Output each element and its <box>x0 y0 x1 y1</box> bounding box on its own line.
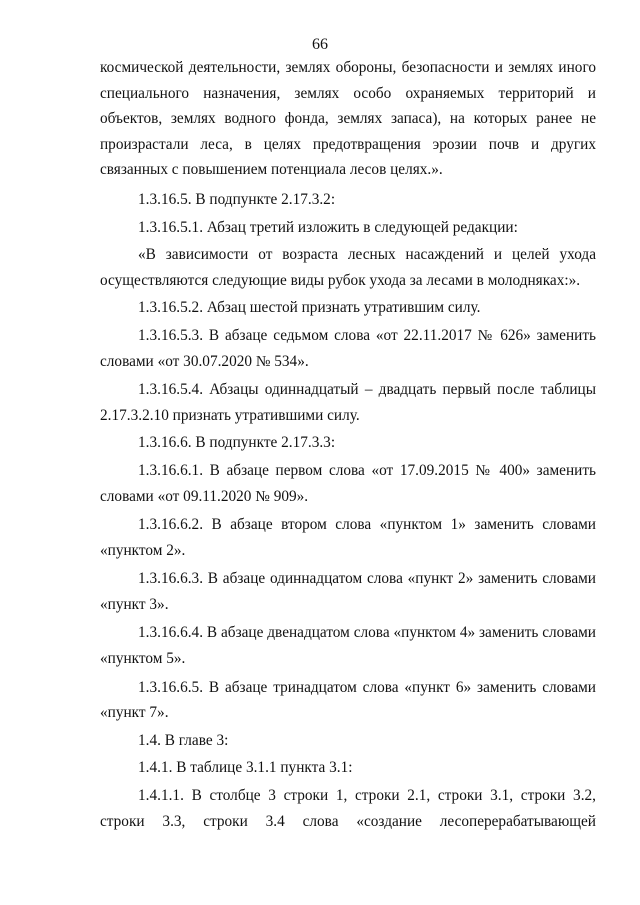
paragraph-1-3-16-6-4: 1.3.16.6.4. В абзаце двенадцатом слова «пунктом 4» заменить словами «пунктом 5». <box>100 624 596 668</box>
paragraph-1-4: 1.4. В главе 3: <box>138 731 229 749</box>
paragraph-1-3-16-6-1: 1.3.16.6.1. В абзаце первом слова «от 17.09.2015 № 400» заменить словами «от 09.11.2020 № 909». <box>100 461 596 505</box>
paragraph-1-4-1: 1.4.1. В таблице 3.1.1 пункта 3.1: <box>138 759 353 777</box>
paragraph-quote-rubki-ukhoda: «В зависимости от возраста лесных насаждений и целей ухода осуществляются следующие виды рубок ухода за лесами в молодняках:». <box>100 246 596 289</box>
paragraph-1-3-16-6: 1.3.16.6. В подпункте 2.17.3.3: <box>138 434 336 452</box>
paragraph-continuation: космической деятельности, землях обороны, безопасности и землях иного специального назначения, землях особо охраняемых территорий и объектов, землях водного фонда, землях запаса), на которых ранее не произрастали леса, в целях предотвращения эрозии почв и других связанных с повышением потенциала лесов целях.». <box>100 59 596 179</box>
page-number: 66 <box>312 36 328 53</box>
document-body <box>100 55 596 834</box>
paragraph-1-3-16-5-3: 1.3.16.5.3. В абзаце седьмом слова «от 22.11.2017 № 626» заменить словами «от 30.07.2020 № 534». <box>100 326 596 370</box>
paragraph-1-3-16-5-4: 1.3.16.5.4. Абзацы одиннадцатый – двадцать первый после таблицы 2.17.3.2.10 признать утратившими силу. <box>100 381 596 424</box>
paragraph-1-3-16-6-5: 1.3.16.6.5. В абзаце тринадцатом слова «пункт 6» заменить словами «пункт 7». <box>100 678 596 722</box>
paragraph-1-3-16-6-2: 1.3.16.6.2. В абзаце втором слова «пунктом 1» заменить словами «пунктом 2». <box>100 516 596 559</box>
paragraph-1-3-16-5-1: 1.3.16.5.1. Абзац третий изложить в следующей редакции: <box>138 218 518 236</box>
paragraph-1-4-1-1: 1.4.1.1. В столбце 3 строки 1, строки 2.1, строки 3.1, строки 3.2, строки 3.3, строки 3.4 слова «создание лесоперерабатывающей <box>100 787 596 830</box>
paragraph-1-3-16-6-3: 1.3.16.6.3. В абзаце одиннадцатом слова «пункт 2» заменить словами «пункт 3». <box>100 570 596 613</box>
paragraph-1-3-16-5: 1.3.16.5. В подпункте 2.17.3.2: <box>138 190 336 208</box>
paragraph-1-3-16-5-2: 1.3.16.5.2. Абзац шестой признать утратившим силу. <box>138 299 481 317</box>
